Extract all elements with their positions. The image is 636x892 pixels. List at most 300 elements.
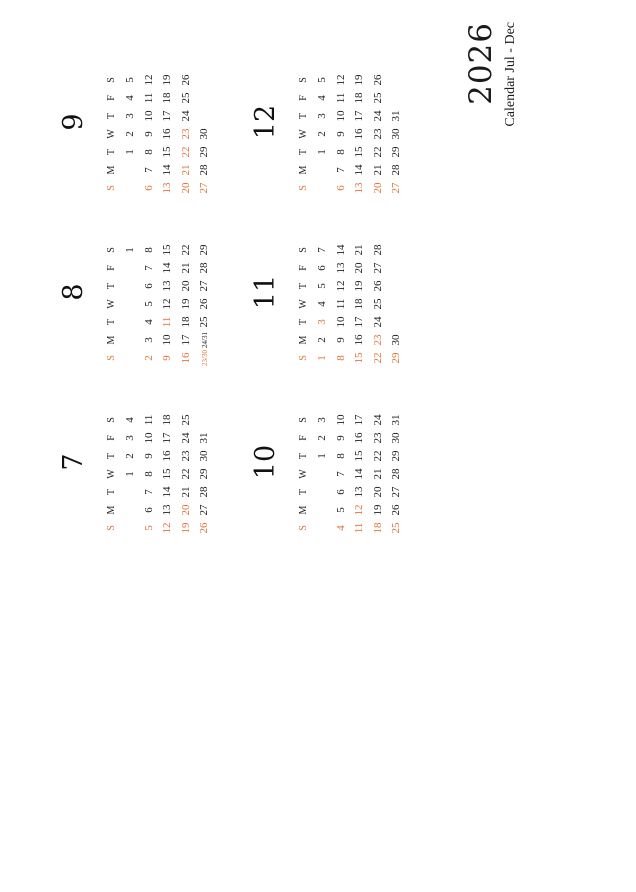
day-cell: 30 <box>390 128 403 140</box>
day-cell: 31 <box>198 432 211 444</box>
day-cell: 13 <box>334 262 347 274</box>
week-row <box>158 241 177 367</box>
day-cell: 8 <box>142 149 155 155</box>
week-row <box>332 71 351 197</box>
day-cell: 22 <box>371 146 384 158</box>
day-cell: 12 <box>334 74 347 86</box>
weekday-label: T <box>297 148 309 156</box>
week-row <box>121 241 140 367</box>
day-cell: 23/30 <box>201 350 210 366</box>
day-cell: 16 <box>161 450 174 462</box>
weekday-label: W <box>105 299 117 309</box>
day-cell: 5 <box>142 301 155 307</box>
week-row <box>121 71 140 197</box>
weekday-label: S <box>297 417 309 423</box>
day-cell: 2 <box>316 337 329 343</box>
day-cell: 1 <box>316 355 329 361</box>
day-cell: 9 <box>334 131 347 137</box>
day-cell <box>121 295 140 313</box>
week-row <box>369 71 388 197</box>
day-cell: 10 <box>142 110 155 122</box>
day-cell: 5 <box>316 77 329 83</box>
weekday-header-row <box>293 71 313 197</box>
day-cell: 8 <box>334 149 347 155</box>
weekday-label: T <box>105 282 117 290</box>
day-cell: 23 <box>371 334 384 346</box>
day-cell: 18 <box>161 92 174 104</box>
week-row <box>140 411 159 537</box>
day-cell: 15 <box>353 146 366 158</box>
week-row <box>313 411 332 537</box>
day-cell: 4 <box>142 319 155 325</box>
month-number: 8 <box>58 283 89 301</box>
day-cell: 20 <box>179 280 192 292</box>
day-cell <box>195 71 214 89</box>
day-cell: 29 <box>390 450 403 462</box>
day-cell: 6 <box>316 265 329 271</box>
day-cell: 31 <box>390 110 403 122</box>
weekday-label: F <box>297 435 309 441</box>
day-cell: 22 <box>371 450 384 462</box>
day-cell: 9 <box>334 337 347 343</box>
day-cell: 28 <box>390 164 403 176</box>
week-row <box>177 411 196 537</box>
day-cell: 23 <box>371 432 384 444</box>
day-cell: 28 <box>371 244 384 256</box>
day-cell: 27 <box>371 262 384 274</box>
day-cell: 22 <box>179 146 192 158</box>
day-cell: 17 <box>353 414 366 426</box>
weekday-label: S <box>105 77 117 83</box>
day-cell <box>195 107 214 125</box>
month-grid <box>293 411 406 537</box>
day-cell: 14 <box>161 164 174 176</box>
weekday-label: M <box>105 335 117 345</box>
day-cell: 11 <box>353 522 366 534</box>
day-cell: 9 <box>161 355 174 361</box>
weekday-label: T <box>105 488 117 496</box>
day-cell: 26 <box>371 74 384 86</box>
weekday-label: S <box>105 525 117 531</box>
week-row <box>195 411 214 537</box>
day-cell <box>121 277 140 295</box>
day-cell: 8 <box>142 247 155 253</box>
day-cell: 25 <box>179 414 192 426</box>
weekday-label: T <box>105 452 117 460</box>
day-cell: 24 <box>179 110 192 122</box>
month-number: 9 <box>58 113 89 131</box>
week-row <box>387 241 406 367</box>
weekday-header-row <box>101 71 121 197</box>
day-cell: 26 <box>198 298 211 310</box>
day-cell: 9 <box>142 131 155 137</box>
weekday-label: M <box>105 505 117 515</box>
day-cell: 11 <box>142 414 155 426</box>
day-cell <box>313 519 332 537</box>
day-cell <box>313 465 332 483</box>
day-cell: 7 <box>334 167 347 173</box>
day-cell: 15 <box>161 244 174 256</box>
week-row <box>313 241 332 367</box>
weekday-label: W <box>105 129 117 139</box>
week-row <box>158 411 177 537</box>
day-cell: 17 <box>161 432 174 444</box>
day-cell: 30 <box>390 432 403 444</box>
day-cell: 20 <box>353 262 366 274</box>
day-cell: 6 <box>334 489 347 495</box>
weekday-label: T <box>297 488 309 496</box>
day-cell: 6 <box>142 283 155 289</box>
day-cell: 17 <box>353 316 366 328</box>
day-cell: 4 <box>316 95 329 101</box>
day-cell: 7 <box>142 489 155 495</box>
weekday-header-row <box>293 241 313 367</box>
day-cell: 17 <box>179 334 192 346</box>
day-cell: 13 <box>353 486 366 498</box>
day-cell: 25 <box>371 92 384 104</box>
day-cell: 3 <box>124 435 137 441</box>
month-number: 11 <box>250 274 281 310</box>
weekday-label: W <box>297 469 309 479</box>
day-cell: 7 <box>316 247 329 253</box>
day-cell: 7 <box>142 265 155 271</box>
day-cell: 21 <box>371 468 384 480</box>
day-cell: 1 <box>124 471 137 477</box>
day-cell <box>387 259 406 277</box>
day-cell: 5 <box>316 283 329 289</box>
day-cell: 15 <box>353 450 366 462</box>
month-december <box>252 47 406 197</box>
weekday-label: S <box>297 355 309 361</box>
day-cell: 19 <box>353 280 366 292</box>
day-cell: 14 <box>161 486 174 498</box>
weekday-label: S <box>297 185 309 191</box>
day-cell: 24/31 <box>201 332 210 348</box>
day-cell: 10 <box>334 316 347 328</box>
day-cell: 1 <box>316 149 329 155</box>
day-cell <box>387 71 406 89</box>
month-october <box>252 387 406 537</box>
day-cell: 10 <box>142 432 155 444</box>
day-cell <box>121 483 140 501</box>
day-cell: 19 <box>161 74 174 86</box>
week-row <box>369 411 388 537</box>
week-row <box>140 71 159 197</box>
day-cell: 16 <box>353 432 366 444</box>
weekday-label: M <box>105 165 117 175</box>
day-cell: 27 <box>390 486 403 498</box>
month-november <box>252 217 406 367</box>
weekday-label: F <box>297 95 309 101</box>
day-cell: 17 <box>161 110 174 122</box>
day-cell: 2 <box>316 435 329 441</box>
day-cell: 26 <box>371 280 384 292</box>
day-cell: 10 <box>334 414 347 426</box>
day-cell: 18 <box>353 298 366 310</box>
day-cell: 3 <box>316 113 329 119</box>
day-cell <box>313 501 332 519</box>
day-cell: 25 <box>390 522 403 534</box>
day-cell: 4 <box>334 525 347 531</box>
day-cell: 21 <box>179 486 192 498</box>
weekday-label: S <box>297 77 309 83</box>
week-row <box>332 241 351 367</box>
day-cell: 1 <box>316 453 329 459</box>
month-august <box>60 217 214 367</box>
day-cell <box>313 161 332 179</box>
day-cell <box>121 313 140 331</box>
weekday-label: S <box>105 185 117 191</box>
day-cell <box>121 331 140 349</box>
day-cell <box>313 483 332 501</box>
day-cell: 1 <box>124 149 137 155</box>
day-cell: 2 <box>142 355 155 361</box>
weekday-header-row <box>101 411 121 537</box>
weekday-label: F <box>105 435 117 441</box>
day-cell: 28 <box>390 468 403 480</box>
day-cell: 29 <box>390 352 403 364</box>
day-cell: 5 <box>334 507 347 513</box>
day-cell: 20 <box>179 504 192 516</box>
day-cell: 1 <box>124 247 137 253</box>
day-cell: 25 <box>198 316 211 328</box>
day-cell: 28 <box>198 262 211 274</box>
week-row <box>158 71 177 197</box>
weekday-label: F <box>105 95 117 101</box>
day-cell: 10 <box>334 110 347 122</box>
day-cell: 5 <box>142 525 155 531</box>
day-cell: 23 <box>179 128 192 140</box>
day-cell: 7 <box>142 167 155 173</box>
day-cell: 18 <box>179 316 192 328</box>
month-grid <box>293 71 406 197</box>
day-cell: 16 <box>161 128 174 140</box>
day-cell: 31 <box>390 414 403 426</box>
day-cell: 16 <box>353 128 366 140</box>
day-cell: 2 <box>316 131 329 137</box>
day-cell: 20 <box>179 182 192 194</box>
day-cell <box>121 161 140 179</box>
day-cell: 19 <box>353 74 366 86</box>
day-cell: 13 <box>353 182 366 194</box>
weekday-label: T <box>105 318 117 326</box>
month-number: 7 <box>58 453 89 471</box>
day-cell: 16 <box>179 352 192 364</box>
weekday-label: T <box>105 112 117 120</box>
week-row <box>387 411 406 537</box>
day-cell <box>121 501 140 519</box>
week-row <box>332 411 351 537</box>
day-cell: 2 <box>124 453 137 459</box>
day-cell: 21 <box>371 164 384 176</box>
day-cell: 14 <box>161 262 174 274</box>
weekday-label: W <box>297 129 309 139</box>
day-cell <box>121 349 140 367</box>
day-cell: 30 <box>198 450 211 462</box>
week-row <box>177 241 196 367</box>
weekday-label: T <box>297 282 309 290</box>
day-cell: 21 <box>179 164 192 176</box>
month-number: 12 <box>250 104 281 140</box>
day-cell <box>387 313 406 331</box>
day-cell: 23 <box>371 128 384 140</box>
day-cell: 5 <box>124 77 137 83</box>
day-cell <box>387 295 406 313</box>
day-cell: 20 <box>371 182 384 194</box>
weekday-label: T <box>297 112 309 120</box>
day-cell: 10 <box>161 334 174 346</box>
weekday-label: S <box>297 247 309 253</box>
day-cell: 18 <box>161 414 174 426</box>
day-cell <box>387 241 406 259</box>
day-cell: 11 <box>334 298 347 310</box>
week-row <box>195 71 214 197</box>
day-cell: 3 <box>124 113 137 119</box>
month-number: 10 <box>250 444 281 480</box>
day-cell: 25 <box>179 92 192 104</box>
day-cell: 8 <box>334 453 347 459</box>
day-cell: 6 <box>142 507 155 513</box>
weekday-label: T <box>105 148 117 156</box>
day-cell: 29 <box>198 146 211 158</box>
weekday-label: F <box>297 265 309 271</box>
day-cell: 24 <box>371 414 384 426</box>
day-cell: 21 <box>353 244 366 256</box>
week-row <box>121 411 140 537</box>
day-cell <box>121 179 140 197</box>
weekday-label: T <box>297 452 309 460</box>
weekday-label: S <box>105 247 117 253</box>
day-cell: 12 <box>353 504 366 516</box>
day-cell: 4 <box>124 95 137 101</box>
year-title: 2026 <box>463 22 499 105</box>
day-cell: 2 <box>124 131 137 137</box>
day-cell: 22 <box>179 244 192 256</box>
day-cell: 8 <box>142 471 155 477</box>
week-row <box>177 71 196 197</box>
weekday-header-row <box>293 411 313 537</box>
day-cell: 14 <box>353 468 366 480</box>
day-cell: 25 <box>371 298 384 310</box>
day-cell: 11 <box>334 92 347 104</box>
week-row <box>313 71 332 197</box>
day-cell: 17 <box>353 110 366 122</box>
day-cell: 30 <box>198 128 211 140</box>
day-cell: 19 <box>179 298 192 310</box>
day-cell <box>313 179 332 197</box>
day-cell: 12 <box>161 298 174 310</box>
day-cell: 30 <box>390 334 403 346</box>
day-cell: 19 <box>371 504 384 516</box>
day-cell: 11 <box>161 316 174 328</box>
day-cell: 22 <box>179 468 192 480</box>
week-row <box>387 71 406 197</box>
day-cell: 4 <box>124 417 137 423</box>
day-cell: 24 <box>371 110 384 122</box>
weekday-label: S <box>105 417 117 423</box>
month-grid <box>101 71 214 197</box>
day-cell: 12 <box>142 74 155 86</box>
day-cell: 20 <box>371 486 384 498</box>
day-cell: 26 <box>390 504 403 516</box>
day-cell: 23 <box>179 450 192 462</box>
month-grid <box>101 411 214 537</box>
weekday-label: W <box>105 469 117 479</box>
month-grid <box>101 241 214 367</box>
day-cell: 27 <box>198 280 211 292</box>
day-cell <box>195 411 214 429</box>
day-cell: 21 <box>179 262 192 274</box>
day-cell: 11 <box>142 92 155 104</box>
day-cell: 15 <box>161 146 174 158</box>
day-cell: 7 <box>334 471 347 477</box>
day-cell: 16 <box>353 334 366 346</box>
day-cell <box>121 259 140 277</box>
day-cell: 24 <box>179 432 192 444</box>
day-cell: 4 <box>316 301 329 307</box>
day-cell: 9 <box>142 453 155 459</box>
day-cell: 15 <box>353 352 366 364</box>
day-cell: 28 <box>198 164 211 176</box>
month-september <box>60 47 214 197</box>
day-cell: 27 <box>390 182 403 194</box>
day-cell: 27 <box>198 182 211 194</box>
week-row <box>369 241 388 367</box>
week-row <box>350 411 369 537</box>
day-cell: 29 <box>390 146 403 158</box>
day-cell: 29 <box>198 244 211 256</box>
day-cell: 26 <box>179 74 192 86</box>
day-cell: 26 <box>198 522 211 534</box>
week-row <box>350 71 369 197</box>
week-row <box>350 241 369 367</box>
weekday-label: F <box>105 265 117 271</box>
day-cell: 3 <box>316 319 329 325</box>
calendar-subtitle: Calendar Jul - Dec <box>503 22 518 127</box>
day-cell: 14 <box>334 244 347 256</box>
day-cell <box>387 277 406 295</box>
day-cell <box>121 519 140 537</box>
title-block <box>463 22 519 127</box>
weekday-label: W <box>297 299 309 309</box>
day-cell: 24 <box>371 316 384 328</box>
day-cell: 8 <box>334 355 347 361</box>
day-cell: 15 <box>161 468 174 480</box>
month-july <box>60 387 214 537</box>
day-cell: 13 <box>161 504 174 516</box>
weekday-label: M <box>297 335 309 345</box>
week-row <box>140 241 159 367</box>
day-cell: 18 <box>353 92 366 104</box>
day-cell: 28 <box>198 486 211 498</box>
day-cell: 14 <box>353 164 366 176</box>
day-cell: 6 <box>334 185 347 191</box>
day-cell: 6 <box>142 185 155 191</box>
weekday-label: M <box>297 505 309 515</box>
day-cell: 12 <box>161 522 174 534</box>
weekday-label: T <box>297 318 309 326</box>
day-cell: 3 <box>142 337 155 343</box>
day-cell: 13 <box>161 182 174 194</box>
day-cell <box>195 89 214 107</box>
weekday-header-row <box>101 241 121 367</box>
weekday-label: M <box>297 165 309 175</box>
day-cell: 18 <box>371 522 384 534</box>
day-cell: 3 <box>316 417 329 423</box>
day-cell: 13 <box>161 280 174 292</box>
weekday-label: S <box>297 525 309 531</box>
weekday-label: S <box>105 355 117 361</box>
